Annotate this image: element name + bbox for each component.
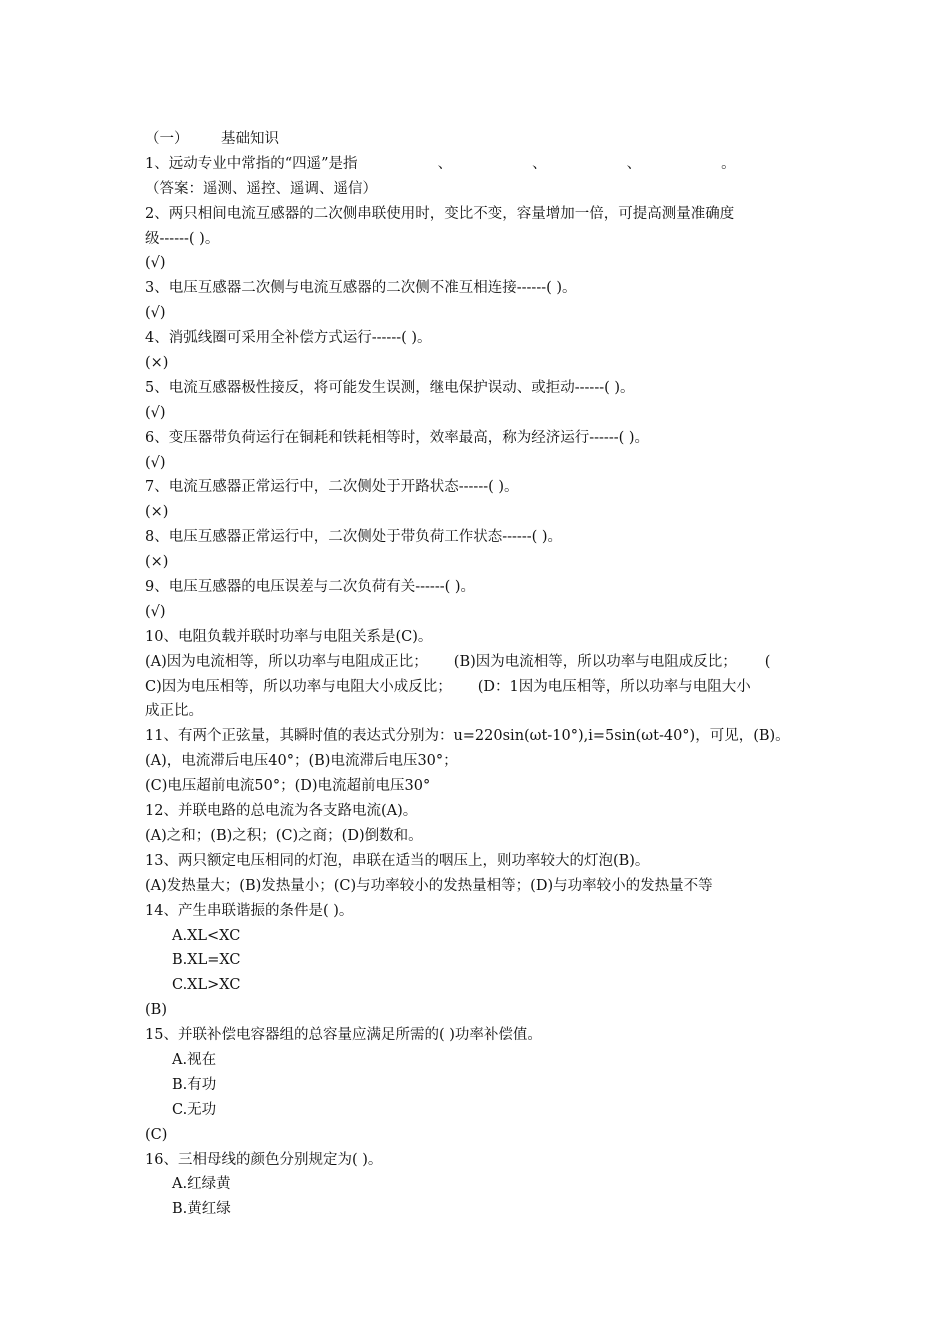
blank-separator: 、 xyxy=(437,155,453,172)
option-a: (A)因为电流相等，所以功率与电阻成正比； xyxy=(145,653,428,670)
document-body xyxy=(145,127,810,1222)
question-12: 12、并联电路的总电流为各支路电流(A)。 xyxy=(145,803,418,820)
blank-separator: 、 xyxy=(532,155,547,172)
option-c-open: ( xyxy=(764,653,771,670)
question-13: 13、两只额定电压相同的灯泡，串联在适当的咽压上，则功率较大的灯泡(B)。 xyxy=(145,852,650,869)
question-10-options-line-2 xyxy=(145,675,810,700)
answer-3: (√) xyxy=(145,305,166,322)
option-b: (B)因为电流相等，所以功率与电阻成反比； xyxy=(453,653,737,670)
answer-8: (×) xyxy=(145,554,169,571)
option-d: (D：1因为电压相等，所以功率与电阻大小 xyxy=(477,678,751,695)
question-text: 1、远动专业中常指的“四遥”是指 xyxy=(145,155,358,172)
answer-7: (×) xyxy=(145,504,169,521)
option-a: A.XL<XC xyxy=(172,927,241,944)
option-c: C.XL>XC xyxy=(172,977,241,994)
question-14: 14、产生串联谐振的条件是( )。 xyxy=(145,902,354,919)
blank-separator: 、 xyxy=(626,155,642,172)
question-7: 7、电流互感器正常运行中，二次侧处于开路状态------( )。 xyxy=(145,479,519,496)
section-heading xyxy=(145,127,810,152)
option-c: C)因为电压相等，所以功率与电阻大小成反比； xyxy=(145,678,452,695)
blank-separator: 。 xyxy=(721,155,736,172)
answer-2: (√) xyxy=(145,255,166,272)
question-11-options-line-2: (C)电压超前电流50°；(D)电流超前电压30° xyxy=(145,778,431,795)
answer-4: (×) xyxy=(145,355,169,372)
question-6: 6、变压器带负荷运行在铜耗和铁耗相等时，效率最高，称为经济运行------( )。 xyxy=(145,429,650,446)
option-b: B.黄红绿 xyxy=(172,1201,231,1218)
option-c: C.无功 xyxy=(172,1101,217,1118)
question-12-options: (A)之和；(B)之积；(C)之商；(D)倒数和。 xyxy=(145,827,423,844)
answer-15: (C) xyxy=(145,1126,168,1143)
answer-6: (√) xyxy=(145,454,166,471)
option-a: A.红绿黄 xyxy=(172,1176,231,1193)
option-a: A.视在 xyxy=(172,1051,217,1068)
question-11: 11、有两个正弦量，其瞬时值的表达式分别为：u=220sin(ωt-10°),i=5sin(ωt-40°)，可见，(B)。 xyxy=(145,728,790,745)
question-5: 5、电流互感器极性接反，将可能发生误测，继电保护误动、或拒动------( )。 xyxy=(145,379,635,396)
question-11-options-line-1: (A)，电流滞后电压40°；(B)电流滞后电压30°； xyxy=(145,753,458,770)
answer-5: (√) xyxy=(145,404,166,421)
question-2-line-2: 级------( )。 xyxy=(145,230,220,247)
answer-9: (√) xyxy=(145,603,166,620)
option-b: B.有功 xyxy=(172,1076,217,1093)
question-10-options-line-1 xyxy=(145,650,810,675)
question-9: 9、电压互感器的电压误差与二次负荷有关------( )。 xyxy=(145,579,476,596)
question-16: 16、三相母线的颜色分别规定为( )。 xyxy=(145,1151,383,1168)
question-8: 8、电压互感器正常运行中，二次侧处于带负荷工作状态------( )。 xyxy=(145,529,563,546)
question-1 xyxy=(145,152,810,177)
question-3: 3、电压互感器二次侧与电流互感器的二次侧不准互相连接------( )。 xyxy=(145,280,577,297)
question-10: 10、电阻负载并联时功率与电阻关系是(C)。 xyxy=(145,628,433,645)
question-13-options: (A)发热量大；(B)发热量小；(C)与功率较小的发热量相等；(D)与功率较小的发热量不等 xyxy=(145,877,713,894)
question-15: 15、并联补偿电容器组的总容量应满足所需的( )功率补偿值。 xyxy=(145,1027,542,1044)
question-4: 4、消弧线圈可采用全补偿方式运行------( )。 xyxy=(145,330,432,347)
section-number: （一） xyxy=(145,131,189,147)
option-b: B.XL=XC xyxy=(172,952,241,969)
section-title: 基础知识 xyxy=(221,131,279,147)
answer-14: (B) xyxy=(145,1002,167,1019)
question-2-line-1: 2、两只相间电流互感器的二次侧串联使用时，变比不变，容量增加一倍，可提高测量准确度 xyxy=(145,205,735,222)
question-10-options-line-3: 成正比。 xyxy=(145,703,203,720)
answer-1: （答案：遥测、遥控、遥调、遥信） xyxy=(145,180,377,197)
